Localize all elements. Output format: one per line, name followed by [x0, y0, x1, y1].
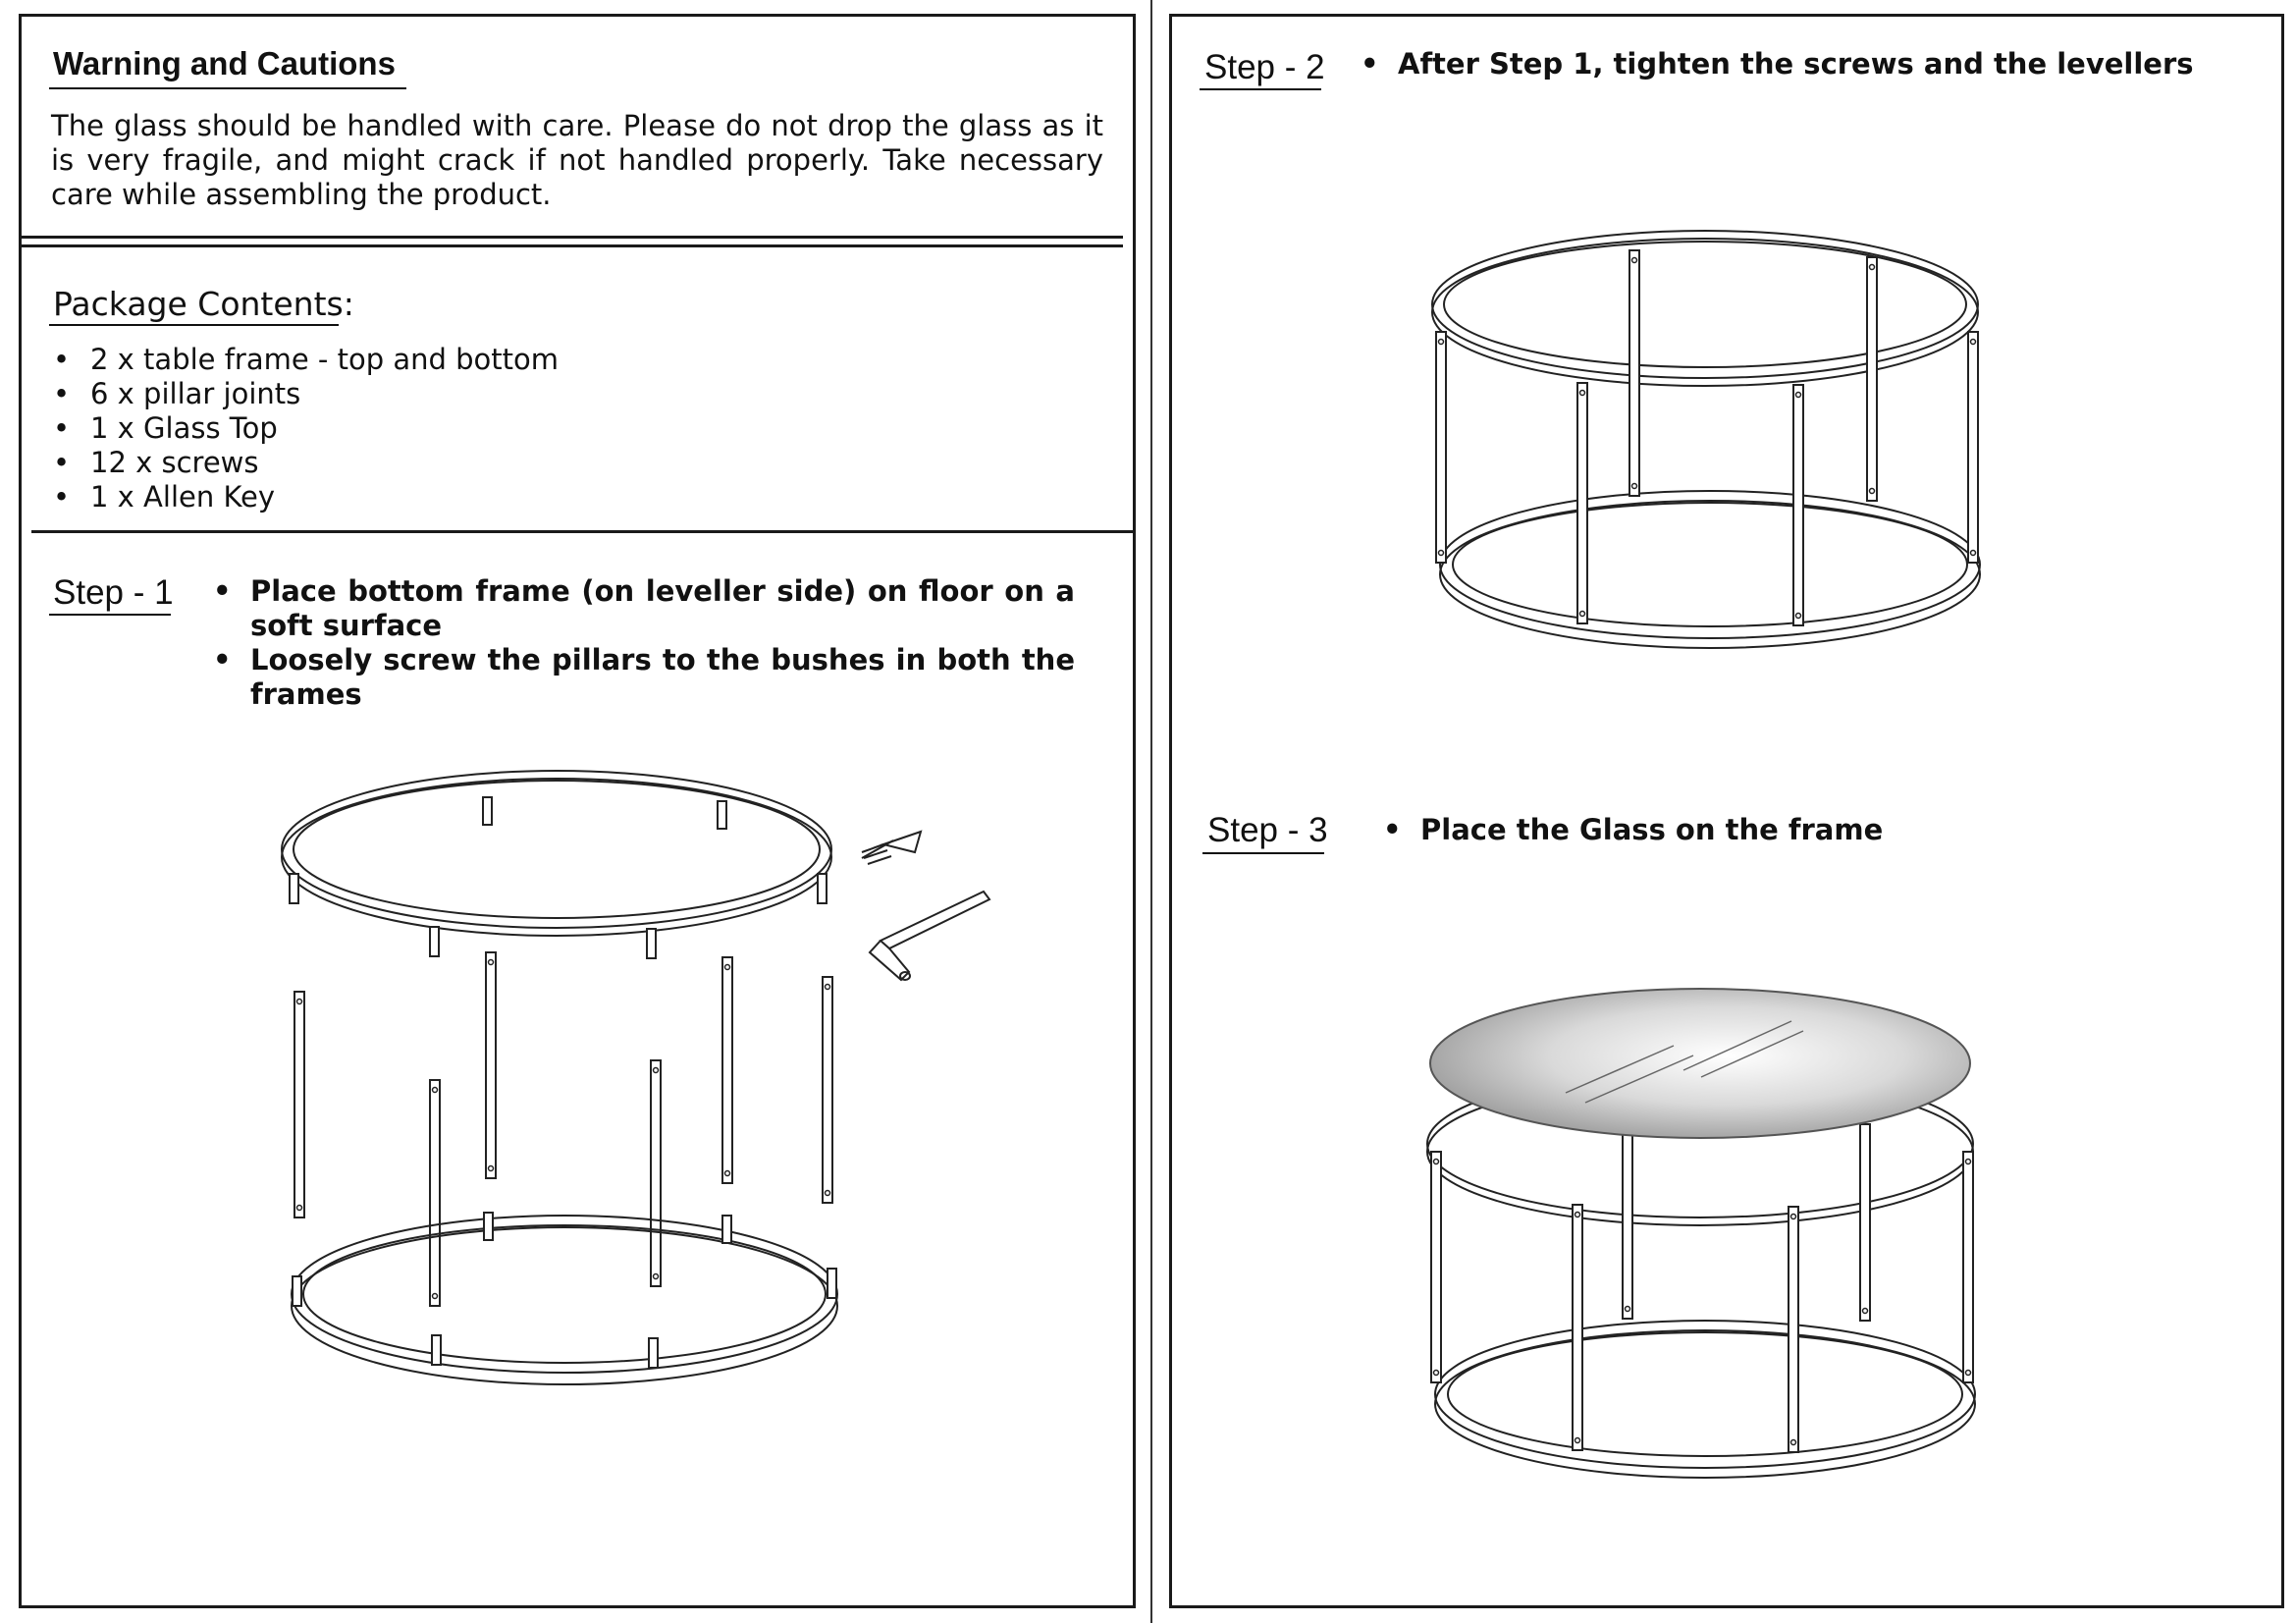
package-contents-underline — [49, 324, 339, 326]
list-item: • After Step 1, tighten the screws and the levellers — [1361, 47, 2244, 81]
list-item: • 12 x screws — [53, 446, 559, 480]
list-item: • 1 x Allen Key — [53, 480, 559, 514]
section-double-rule-top — [21, 236, 1123, 239]
package-contents-title: Package Contents: — [53, 285, 354, 323]
step-3-title: Step - 3 — [1207, 811, 1328, 849]
page-divider — [1150, 0, 1152, 1623]
section-rule — [31, 530, 1133, 533]
warning-title-underline — [49, 87, 406, 89]
step-2-instructions — [1361, 47, 2244, 81]
section-double-rule-bottom — [21, 244, 1123, 247]
step-2-title: Step - 2 — [1204, 48, 1325, 86]
warning-text: The glass should be handled with care. Please do not drop the glass as it is very fragile, and might crack if not handled properly. Take necessary care while assembling the product. — [51, 109, 1103, 211]
package-contents-list — [53, 343, 559, 514]
step-3-instructions — [1383, 813, 2247, 847]
list-item: • Place the Glass on the frame — [1383, 813, 2247, 847]
list-item: • 2 x table frame - top and bottom — [53, 343, 559, 377]
list-item: • 6 x pillar joints — [53, 377, 559, 411]
step-3-glass-on-frame-illustration — [1418, 977, 1998, 1488]
step-1-instructions — [213, 574, 1075, 712]
step-1-underline — [49, 614, 171, 616]
list-item: • 1 x Glass Top — [53, 411, 559, 446]
warning-title: Warning and Cautions — [53, 45, 396, 81]
step-2-underline — [1200, 88, 1321, 90]
list-item: • Loosely screw the pillars to the bushes in both the frames — [213, 643, 1075, 712]
list-item: • Place bottom frame (on leveller side) on floor on a soft surface — [213, 574, 1075, 643]
step-1-title: Step - 1 — [53, 573, 174, 612]
step-2-assembled-frame-illustration — [1423, 226, 1993, 658]
step-3-underline — [1202, 852, 1324, 854]
step-1-exploded-frame-illustration — [265, 756, 1011, 1404]
